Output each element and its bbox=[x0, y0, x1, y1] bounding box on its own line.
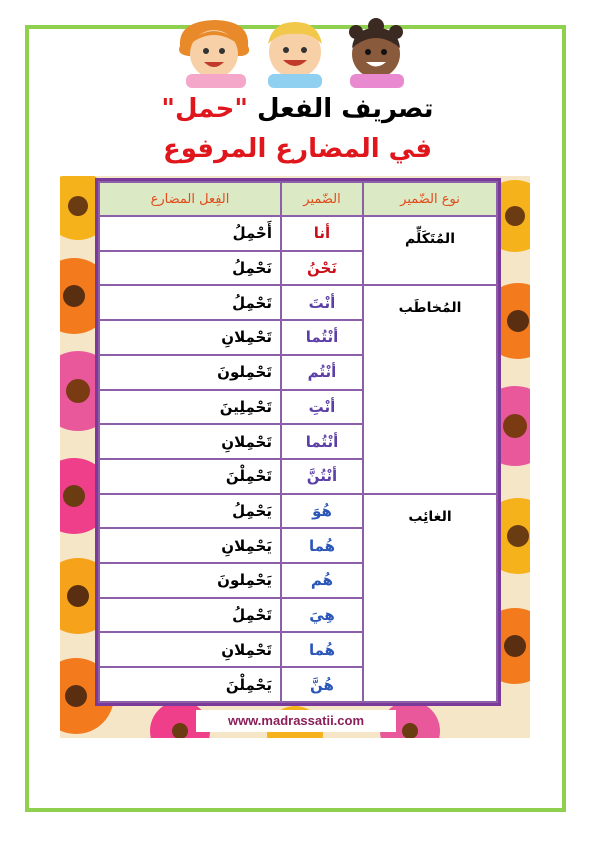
page-title-line2: في المضارع المرفوع bbox=[162, 134, 432, 164]
pronoun-cell: أنا bbox=[281, 216, 363, 251]
pronoun-cell: هُما bbox=[281, 632, 363, 667]
table-header-row bbox=[99, 182, 497, 216]
pronoun-cell: هُوَ bbox=[281, 494, 363, 529]
verb-cell: يَحْمِلونَ bbox=[99, 563, 281, 598]
title-text: تصريف الفعل bbox=[256, 94, 434, 124]
page-title-line1 bbox=[0, 94, 595, 124]
girl-right-face bbox=[349, 18, 404, 88]
verb-cell: نَحْمِلُ bbox=[99, 251, 281, 286]
pronoun-cell: أنْتَ bbox=[281, 285, 363, 320]
verb-cell: تَحْمِلْنَ bbox=[99, 459, 281, 494]
pronoun-type-cell: المُخاطَب bbox=[363, 285, 497, 493]
verb-cell: تَحْمِلونَ bbox=[99, 355, 281, 390]
verb-cell: تَحْمِلانِ bbox=[99, 320, 281, 355]
pronoun-cell: هُما bbox=[281, 528, 363, 563]
verb-cell: تَحْمِلانِ bbox=[99, 424, 281, 459]
boy-middle-face bbox=[268, 22, 322, 88]
conjugation-table bbox=[95, 178, 501, 706]
verb-cell: تَحْمِلُ bbox=[99, 285, 281, 320]
verb-cell: يَحْمِلُ bbox=[99, 494, 281, 529]
header-verb: الفِعل المضارع bbox=[99, 182, 281, 216]
pronoun-cell: هُنَّ bbox=[281, 667, 363, 702]
header-pronoun: الضّمير bbox=[281, 182, 363, 216]
pronoun-cell: أنْتُما bbox=[281, 424, 363, 459]
table-row bbox=[99, 216, 497, 251]
verb-cell: تَحْمِلُ bbox=[99, 598, 281, 633]
table-row bbox=[99, 285, 497, 320]
pronoun-cell: أنْتُنَّ bbox=[281, 459, 363, 494]
pronoun-type-cell: الغائِب bbox=[363, 494, 497, 702]
children-illustration bbox=[170, 16, 420, 90]
pronoun-cell: أنْتُما bbox=[281, 320, 363, 355]
girl-left-face bbox=[179, 20, 249, 88]
pronoun-cell: أنْتُم bbox=[281, 355, 363, 390]
footer-url[interactable]: www.madrassatii.com bbox=[227, 713, 365, 728]
title-verb: "حمل" bbox=[161, 94, 248, 124]
pronoun-cell: نَحْنُ bbox=[281, 251, 363, 286]
verb-cell: يَحْمِلْنَ bbox=[99, 667, 281, 702]
pronoun-cell: هِيَ bbox=[281, 598, 363, 633]
pronoun-type-cell: المُتَكَلِّم bbox=[363, 216, 497, 285]
pronoun-cell: أنْتِ bbox=[281, 390, 363, 425]
verb-cell: تَحْمِلانِ bbox=[99, 632, 281, 667]
verb-cell: أَحْمِلُ bbox=[99, 216, 281, 251]
pronoun-cell: هُم bbox=[281, 563, 363, 598]
table-row bbox=[99, 494, 497, 529]
header-pronoun-type: نوع الضّمير bbox=[363, 182, 497, 216]
verb-cell: تَحْمِلِينَ bbox=[99, 390, 281, 425]
verb-cell: يَحْمِلانِ bbox=[99, 528, 281, 563]
